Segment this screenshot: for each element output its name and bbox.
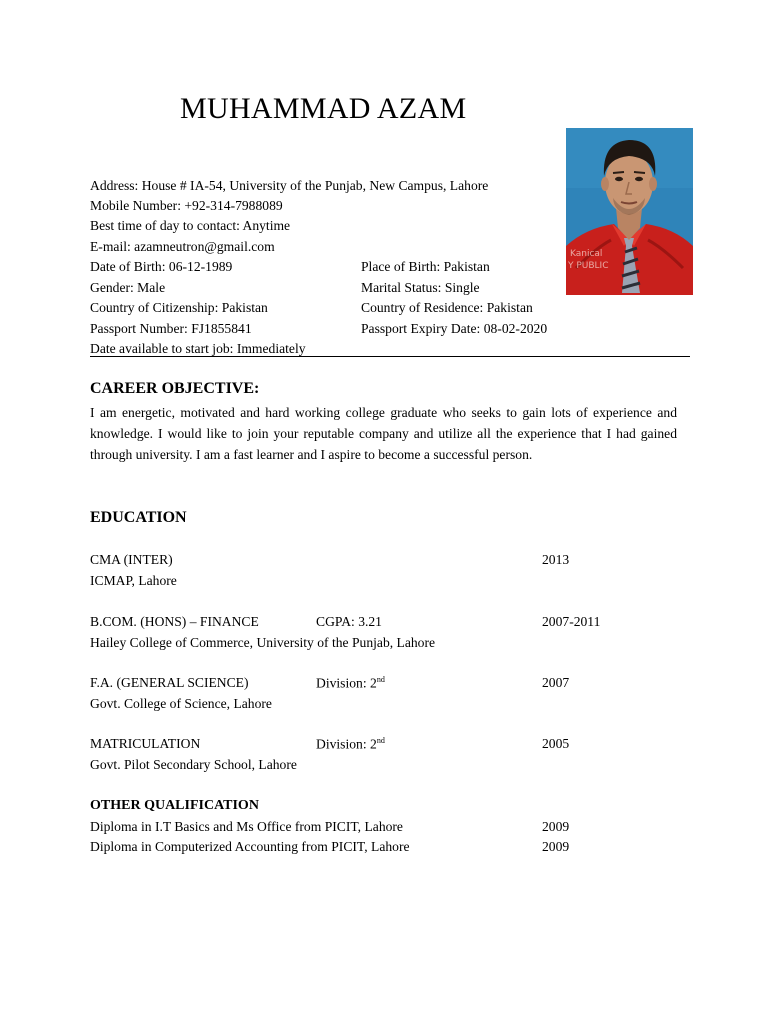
degree-year: 2005	[542, 736, 570, 751]
degree-title: CMA (INTER)	[90, 552, 173, 567]
degree-year: 2013	[542, 552, 570, 567]
email-line: E-mail: azamneutron@gmail.com	[90, 239, 275, 254]
degree-institution: Hailey College of Commerce, University of the Punjab, Lahore	[90, 635, 436, 650]
citizenship-line: Country of Citizenship: Pakistan	[90, 300, 268, 315]
mobile-line: Mobile Number: +92-314-7988089	[90, 198, 283, 213]
passport-line: Passport Number: FJ1855841	[90, 321, 252, 336]
career-objective-heading: CAREER OBJECTIVE:	[90, 380, 260, 397]
education-entry	[90, 614, 690, 654]
education-entry	[90, 552, 690, 592]
education-entry	[90, 675, 690, 715]
qualification-item	[90, 839, 690, 857]
degree-institution: ICMAP, Lahore	[90, 573, 177, 588]
degree-title: F.A. (GENERAL SCIENCE)	[90, 675, 249, 690]
qualification-year: 2009	[542, 839, 570, 854]
svg-text:Y PUBLIC: Y PUBLIC	[568, 261, 609, 271]
dob-line: Date of Birth: 06-12-1989	[90, 259, 233, 274]
availability-line: Date available to start job: Immediately	[90, 341, 306, 356]
degree-grade-text: CGPA: 3.21	[316, 614, 382, 629]
education-entry	[90, 736, 690, 776]
ordinal-suffix: nd	[376, 675, 385, 684]
qualification-text: Diploma in I.T Basics and Ms Office from PICIT, Lahore	[90, 819, 403, 834]
degree-year: 2007-2011	[542, 614, 601, 629]
degree-grade	[316, 736, 385, 753]
degree-title: MATRICULATION	[90, 736, 201, 751]
contact-time-line: Best time of day to contact: Anytime	[90, 218, 291, 233]
candidate-name: MUHAMMAD AZAM	[180, 92, 467, 125]
career-objective-text: I am energetic, motivated and hard working college graduate who seeks to gain lots of experience and knowledge. I would like to join your reputable company and utilize all the experience that I had gained through university. I am a fast learner and I aspire to become a successful person.	[90, 405, 677, 462]
ordinal-suffix: nd	[376, 736, 385, 745]
other-qualification-heading: OTHER QUALIFICATION	[90, 798, 259, 813]
gender-line: Gender: Male	[90, 280, 166, 295]
degree-grade-text: Division: 2	[316, 736, 377, 752]
qualification-year: 2009	[542, 819, 570, 834]
degree-title: B.COM. (HONS) – FINANCE	[90, 614, 259, 629]
qualification-text: Diploma in Computerized Accounting from PICIT, Lahore	[90, 839, 410, 854]
qualification-item	[90, 819, 690, 837]
svg-text:Kanical: Kanical	[570, 249, 603, 259]
degree-year: 2007	[542, 675, 570, 690]
marital-line: Marital Status: Single	[361, 280, 480, 295]
profile-photo	[566, 128, 693, 295]
residence-line: Country of Residence: Pakistan	[361, 300, 533, 315]
degree-institution: Govt. Pilot Secondary School, Lahore	[90, 757, 297, 772]
address-line: Address: House # IA-54, University of the Punjab, New Campus, Lahore	[90, 178, 489, 193]
education-heading: EDUCATION	[90, 509, 187, 526]
passport-expiry-line: Passport Expiry Date: 08-02-2020	[361, 321, 548, 336]
degree-institution: Govt. College of Science, Lahore	[90, 696, 272, 711]
degree-grade	[316, 614, 382, 630]
degree-grade-text: Division: 2	[316, 675, 377, 691]
degree-grade	[316, 675, 385, 692]
header-divider	[90, 356, 690, 357]
pob-line: Place of Birth: Pakistan	[361, 259, 490, 274]
portrait-photo-icon	[566, 128, 693, 295]
